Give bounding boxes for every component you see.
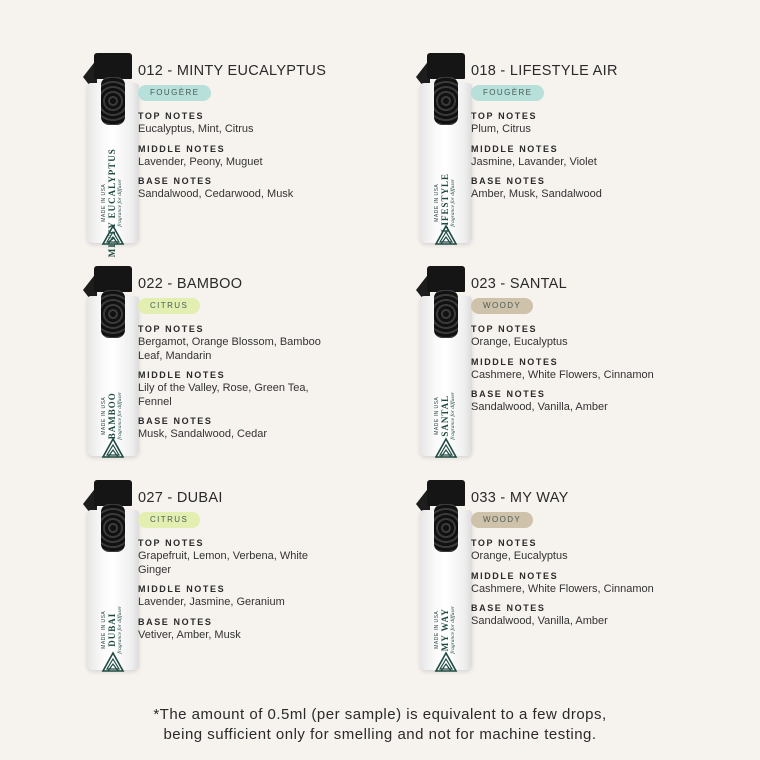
vial-made-in: MADE IN USA <box>101 183 108 223</box>
vial-cap <box>94 53 132 79</box>
vial-name: LIFESTYLE <box>440 173 451 233</box>
notes-section <box>138 324 328 363</box>
vial-cap <box>94 480 132 506</box>
notes-text: Amber, Musk, Sandalwood <box>471 188 602 200</box>
category-badge: CITRUS <box>138 512 200 528</box>
notes-section <box>138 111 328 137</box>
notes-text: Eucalyptus, Mint, Citrus <box>138 123 254 135</box>
notes-text: Lavender, Peony, Muguet <box>138 155 263 168</box>
vial-wick <box>434 77 458 125</box>
footnote-line-1: *The amount of 0.5ml (per sample) is equivalent to a few drops, <box>153 706 607 723</box>
notes-section <box>471 111 661 137</box>
notes-text: Sandalwood, Cedarwood, Musk <box>138 188 294 200</box>
vial-cap <box>427 53 465 79</box>
product-info <box>471 276 661 415</box>
notes-heading: MIDDLE NOTES <box>138 370 226 380</box>
notes-text: Orange, Eucalyptus <box>471 550 568 562</box>
footnote <box>0 705 760 745</box>
notes-text: Grapefruit, Lemon, Verbena, White Ginger <box>138 550 308 576</box>
notes-list <box>471 324 661 415</box>
vial-subtitle: fragrance for diffuser <box>117 606 124 654</box>
product-card-3 <box>74 266 404 466</box>
notes-text: Vetiver, Amber, Musk <box>138 628 241 641</box>
notes-heading: TOP NOTES <box>471 324 538 334</box>
notes-section <box>138 617 328 643</box>
notes-text: Lily of the Valley, Rose, Green Tea, Fennel <box>138 382 309 408</box>
product-card-1 <box>74 53 404 258</box>
sample-vial <box>407 480 477 680</box>
vial-cap <box>427 480 465 506</box>
product-title: 033 - MY WAY <box>471 490 569 506</box>
vial-cap <box>427 266 465 292</box>
product-title: 012 - MINTY EUCALYPTUS <box>138 63 327 79</box>
notes-heading: TOP NOTES <box>138 538 205 548</box>
notes-heading: BASE NOTES <box>471 389 546 399</box>
notes-heading: BASE NOTES <box>471 603 546 613</box>
product-title: 027 - DUBAI <box>138 490 223 506</box>
notes-section <box>138 538 328 577</box>
vial-name: DUBAI <box>107 612 118 648</box>
product-info <box>138 63 328 202</box>
notes-list <box>471 111 661 202</box>
vial-made-in: MADE IN USA <box>101 396 108 436</box>
notes-text: Orange, Eucalyptus <box>471 336 568 348</box>
notes-text: Cashmere, White Flowers, Cinnamon <box>471 582 654 595</box>
product-card-5 <box>74 480 404 680</box>
category-badge: WOODY <box>471 512 533 528</box>
notes-heading: TOP NOTES <box>471 111 538 121</box>
brand-logo-icon <box>100 223 126 249</box>
notes-text: Bergamot, Orange Blossom, Bamboo Leaf, Mandarin <box>138 336 321 362</box>
notes-text: Musk, Sandalwood, Cedar <box>138 428 268 440</box>
notes-section <box>471 538 661 564</box>
notes-heading: TOP NOTES <box>138 324 205 334</box>
notes-list <box>138 538 328 642</box>
notes-list <box>138 111 328 202</box>
vial-name: SANTAL <box>440 395 451 437</box>
product-card-4 <box>407 266 737 466</box>
notes-heading: MIDDLE NOTES <box>138 143 226 154</box>
vial-subtitle: fragrance for diffuser <box>450 392 457 440</box>
notes-text: Plum, Citrus <box>471 123 531 135</box>
notes-text: Sandalwood, Vanilla, Amber <box>471 615 608 627</box>
vial-name: MINTY EUCALYPTUS <box>107 148 118 258</box>
category-badge: FOUGÈRE <box>471 85 544 101</box>
notes-list <box>471 538 661 629</box>
vial-wick <box>101 504 125 552</box>
vial-name: BAMBOO <box>107 392 118 440</box>
notes-section <box>471 357 661 383</box>
notes-heading: BASE NOTES <box>138 176 213 186</box>
product-title: 022 - BAMBOO <box>138 276 243 292</box>
notes-text: Sandalwood, Vanilla, Amber <box>471 401 608 413</box>
notes-section <box>471 571 661 597</box>
vial-subtitle: fragrance for diffuser <box>117 179 124 227</box>
notes-heading: MIDDLE NOTES <box>138 584 226 594</box>
product-info <box>138 276 328 442</box>
brand-logo-icon <box>100 436 126 462</box>
vial-subtitle: fragrance for diffuser <box>450 179 457 227</box>
product-card-2 <box>407 53 737 253</box>
vial-wick <box>434 504 458 552</box>
notes-section <box>471 324 661 350</box>
product-title: 023 - SANTAL <box>471 276 568 292</box>
product-title: 018 - LIFESTYLE AIR <box>471 63 618 79</box>
notes-list <box>138 324 328 442</box>
footnote-line-2: being sufficient only for smelling and not for machine testing. <box>163 726 597 743</box>
notes-text: Cashmere, White Flowers, Cinnamon <box>471 368 654 381</box>
vial-wick <box>101 290 125 338</box>
sample-vial <box>407 266 477 466</box>
product-info <box>138 490 328 642</box>
sample-vial <box>407 53 477 253</box>
vial-cap <box>94 266 132 292</box>
notes-heading: MIDDLE NOTES <box>471 356 559 367</box>
notes-section <box>138 584 328 610</box>
vial-name: MY WAY <box>440 608 451 652</box>
brand-logo-icon <box>433 223 459 249</box>
product-card-6 <box>407 480 737 680</box>
notes-heading: BASE NOTES <box>138 616 213 627</box>
category-badge: FOUGÈRE <box>138 85 211 101</box>
notes-section <box>138 370 328 409</box>
brand-logo-icon <box>433 650 459 676</box>
vial-wick <box>101 77 125 125</box>
notes-text: Lavender, Jasmine, Geranium <box>138 596 285 608</box>
notes-heading: MIDDLE NOTES <box>471 143 559 154</box>
vial-made-in: MADE IN USA <box>434 610 441 650</box>
product-info <box>471 63 661 202</box>
product-info <box>471 490 661 629</box>
notes-section <box>138 176 328 202</box>
notes-section <box>471 176 661 202</box>
notes-section <box>138 416 328 442</box>
vial-subtitle: fragrance for diffuser <box>117 392 124 440</box>
notes-section <box>471 603 661 629</box>
notes-section <box>138 144 328 170</box>
notes-text: Jasmine, Lavander, Violet <box>471 155 597 168</box>
notes-heading: TOP NOTES <box>138 111 205 121</box>
notes-section <box>471 389 661 415</box>
vial-wick <box>434 290 458 338</box>
notes-heading: BASE NOTES <box>138 416 213 426</box>
vial-subtitle: fragrance for diffuser <box>450 606 457 654</box>
vial-made-in: MADE IN USA <box>434 184 441 223</box>
notes-heading: MIDDLE NOTES <box>471 570 559 581</box>
notes-section <box>471 144 661 170</box>
notes-heading: BASE NOTES <box>471 176 546 186</box>
vial-made-in: MADE IN USA <box>101 610 108 650</box>
category-badge: WOODY <box>471 298 533 314</box>
vial-made-in: MADE IN USA <box>434 396 441 436</box>
sample-vial <box>74 480 144 680</box>
notes-heading: TOP NOTES <box>471 538 538 548</box>
category-badge: CITRUS <box>138 298 200 314</box>
sample-vial <box>74 53 144 258</box>
sample-vial <box>74 266 144 466</box>
brand-logo-icon <box>100 650 126 676</box>
brand-logo-icon <box>433 436 459 462</box>
